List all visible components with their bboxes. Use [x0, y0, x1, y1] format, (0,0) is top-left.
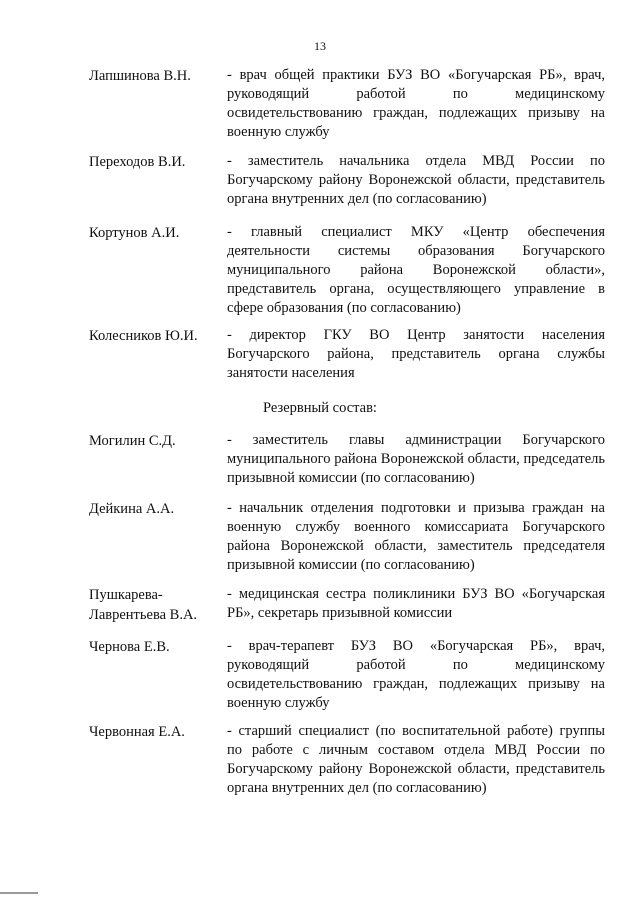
member-description: - врач-терапевт БУЗ ВО «Богучарская РБ», врач, руководящий работой по медицинскому освидетельствованию граждан, подлежащих призыву на военную службу	[227, 638, 605, 711]
member-name: Дейкина А.А.	[89, 501, 175, 517]
member-description: - медицинская сестра поликлиники БУЗ ВО «Богучарская РБ», секретарь призывной комиссии	[227, 586, 605, 621]
scan-edge-mark	[0, 892, 38, 894]
member-description: - директор ГКУ ВО Центр занятости населения Богучарского района, представитель органа службы занятости населения	[227, 327, 605, 381]
member-description: - врач общей практики БУЗ ВО «Богучарская РБ», врач, руководящий работой по медицинскому освидетельствованию граждан, подлежащих призыву на военную службу	[227, 67, 605, 140]
member-description: - начальник отделения подготовки и призыва граждан на военную службу военного комиссариата Богучарского района Воронежской области, заместитель председателя призывной комиссии (по согласованию)	[227, 500, 605, 573]
member-name: Могилин С.Д.	[89, 433, 176, 449]
member-name: Чернова Е.В.	[89, 639, 170, 655]
reserve-section-title: Резервный состав:	[263, 400, 377, 416]
member-name: Переходов В.И.	[89, 154, 186, 170]
member-name: Червонная Е.А.	[89, 724, 185, 740]
page-number: 13	[314, 39, 326, 53]
member-description: - заместитель начальника отдела МВД России по Богучарскому району Воронежской области, представитель органа внутренних дел (по согласованию)	[227, 153, 605, 207]
member-name: Кортунов А.И.	[89, 225, 180, 241]
member-name: Лапшинова В.Н.	[89, 68, 191, 84]
member-description: - старший специалист (по воспитательной работе) группы по работе с личным составом отдела МВД России по Богучарскому району Воронежской области, представитель органа внутренних дел (по согласованию)	[227, 723, 605, 796]
member-name: Пушкарева- Лаврентьева В.А.	[89, 587, 198, 623]
member-description: - главный специалист МКУ «Центр обеспечения деятельности системы образования Богучарского муниципального района Воронежской области», представитель органа, осуществляющего управление в сфере образования (по согласованию)	[227, 224, 605, 316]
member-name: Колесников Ю.И.	[89, 328, 198, 344]
member-description: - заместитель главы администрации Богучарского муниципального района Воронежской области, председатель призывной комиссии (по согласованию)	[227, 432, 605, 486]
